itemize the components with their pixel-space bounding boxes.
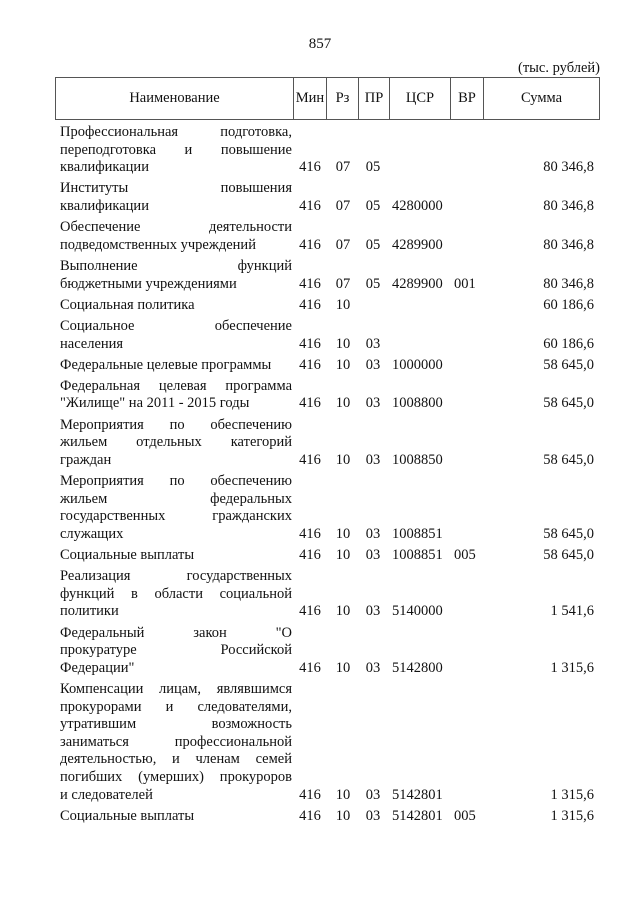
cell-rz: 07 [335,159,351,176]
cell-sum: 80 346,8 [543,159,594,176]
row-name-line: Социальные выплаты [60,807,195,824]
header-csr: ЦСР [390,78,451,119]
row-name [55,808,292,826]
cell-sum: 58 645,0 [543,451,594,468]
row-name [55,378,292,413]
cell-min: 416 [299,451,321,468]
cell-pr: 03 [365,451,381,468]
header-rz: Рз [327,78,359,119]
row-name-line: квалификации [60,197,149,214]
cell-pr: 03 [365,356,381,373]
cell-csr: 1008850 [392,451,443,468]
cell-pr: 03 [365,603,381,620]
row-name-line: политики [60,603,119,620]
row-name-line: Социальное обеспечение [60,317,292,334]
row-name-line: заниматься профессиональной [60,733,292,750]
cell-sum: 60 186,6 [543,335,594,352]
row-name-line: государственных гражданских [60,508,292,525]
cell-sum: 80 346,8 [543,236,594,253]
cell-min: 416 [299,275,321,292]
header-name: Наименование [56,78,294,119]
cell-sum: 80 346,8 [543,197,594,214]
row-name-line: "Жилище" на 2011 - 2015 годы [60,395,250,412]
row-name [55,681,292,804]
cell-min: 416 [299,236,321,253]
table-row [55,318,600,353]
row-name-line: Федеральная целевая программа [60,377,292,394]
row-name [55,258,292,293]
row-name-line: деятельностью, и членам семей [60,751,292,768]
cell-min: 416 [299,395,321,412]
row-name-line: бюджетными учреждениями [60,275,237,292]
row-name [55,417,292,470]
cell-rz: 10 [335,659,351,676]
table-row [55,297,600,315]
cell-rz: 10 [335,356,351,373]
cell-vr: 005 [454,807,476,824]
table-body [55,124,600,829]
table-row [55,417,600,470]
row-name-line: функций в области социальной [60,585,292,602]
cell-sum: 60 186,6 [543,296,594,313]
cell-sum: 1 315,6 [550,807,594,824]
cell-csr: 4289900 [392,236,443,253]
units-label: (тыс. рублей) [518,60,600,76]
cell-rz: 10 [335,296,351,313]
cell-sum: 58 645,0 [543,547,594,563]
header-min: Мин [294,78,327,119]
header-pr: ПР [359,78,390,119]
row-name [55,318,292,353]
cell-rz: 07 [335,236,351,253]
cell-min: 416 [299,159,321,176]
table-row [55,258,600,293]
cell-min: 416 [299,603,321,620]
row-name [55,357,292,375]
cell-rz: 10 [335,335,351,352]
header-vr: ВР [451,78,484,119]
table-row [55,547,600,565]
cell-csr: 1008800 [392,395,443,412]
cell-rz: 10 [335,603,351,620]
cell-min: 416 [299,335,321,352]
cell-csr: 1000000 [392,356,443,373]
row-name-line: населения [60,335,124,352]
cell-pr: 03 [365,335,381,352]
cell-pr: 05 [365,159,381,176]
cell-csr: 4289900 [392,275,443,292]
row-name-line: Федеральный закон "О [60,624,292,641]
row-name-line: Выполнение функций [60,257,292,274]
row-name-line: Профессиональная подготовка, [60,124,292,140]
row-name [55,547,292,565]
cell-vr: 005 [454,547,476,563]
cell-pr: 03 [365,659,381,676]
cell-csr: 4280000 [392,197,443,214]
cell-sum: 1 315,6 [550,659,594,676]
page-number: 857 [308,36,332,52]
cell-csr: 5142801 [392,786,443,803]
cell-min: 416 [299,525,321,542]
row-name-line: Федерации" [60,659,135,676]
row-name-line: прокурорами и следователями, [60,698,292,715]
row-name [55,297,292,315]
table-row [55,180,600,215]
cell-sum: 1 541,6 [550,603,594,620]
cell-rz: 10 [335,525,351,542]
row-name-line: подведомственных учреждений [60,236,256,253]
table-row [55,124,600,177]
row-name-line: Мероприятия по обеспечению [60,473,292,490]
cell-min: 416 [299,296,321,313]
cell-rz: 10 [335,547,351,563]
row-name-line: прокуратуре Российской [60,642,292,659]
cell-pr: 05 [365,236,381,253]
table-row [55,625,600,678]
row-name-line: Реализация государственных [60,568,292,585]
row-name [55,124,292,177]
row-name [55,568,292,621]
row-name-line: Федеральные целевые программы [60,356,272,373]
row-name-line: Компенсации лицам, являвшимся [60,680,292,697]
cell-csr: 5142801 [392,807,443,824]
cell-vr: 001 [454,275,476,292]
table-row [55,808,600,826]
cell-rz: 07 [335,197,351,214]
row-name [55,473,292,543]
cell-min: 416 [299,197,321,214]
cell-csr: 5142800 [392,659,443,676]
row-name-line: и следователей [60,786,153,803]
cell-pr: 03 [365,807,381,824]
cell-csr: 1008851 [392,525,443,542]
cell-sum: 1 315,6 [550,786,594,803]
cell-rz: 10 [335,786,351,803]
row-name-line: граждан [60,451,112,468]
row-name-line: погибших (умерших) прокуроров [60,768,292,785]
row-name-line: служащих [60,525,124,542]
cell-min: 416 [299,659,321,676]
row-name-line: Институты повышения [60,180,292,197]
row-name-line: утратившим возможность [60,716,292,733]
cell-pr: 05 [365,197,381,214]
row-name-line: жильем федеральных [60,490,292,507]
row-name [55,180,292,215]
table-row [55,681,600,804]
row-name-line: Социальные выплаты [60,547,195,563]
cell-min: 416 [299,356,321,373]
cell-csr: 5140000 [392,603,443,620]
cell-rz: 07 [335,275,351,292]
cell-rz: 10 [335,807,351,824]
cell-csr: 1008851 [392,547,443,563]
cell-min: 416 [299,547,321,563]
cell-min: 416 [299,786,321,803]
row-name-line: жильем отдельных категорий [60,434,292,451]
cell-pr: 03 [365,547,381,563]
table-row [55,568,600,621]
cell-rz: 10 [335,395,351,412]
table-row [55,357,600,375]
row-name [55,219,292,254]
cell-sum: 58 645,0 [543,356,594,373]
cell-pr: 05 [365,275,381,292]
row-name-line: переподготовка и повышение [60,141,292,158]
cell-pr: 03 [365,525,381,542]
cell-sum: 58 645,0 [543,395,594,412]
cell-pr: 03 [365,395,381,412]
cell-min: 416 [299,807,321,824]
cell-pr: 03 [365,786,381,803]
table-row [55,473,600,543]
table-row [55,219,600,254]
cell-sum: 80 346,8 [543,275,594,292]
row-name-line: Обеспечение деятельности [60,219,292,236]
cell-sum: 58 645,0 [543,525,594,542]
row-name-line: Мероприятия по обеспечению [60,416,292,433]
table-header [55,77,600,120]
table-row [55,378,600,413]
row-name-line: Социальная политика [60,296,195,313]
row-name-line: квалификации [60,159,149,176]
cell-rz: 10 [335,451,351,468]
row-name [55,625,292,678]
header-sum: Сумма [520,90,563,106]
